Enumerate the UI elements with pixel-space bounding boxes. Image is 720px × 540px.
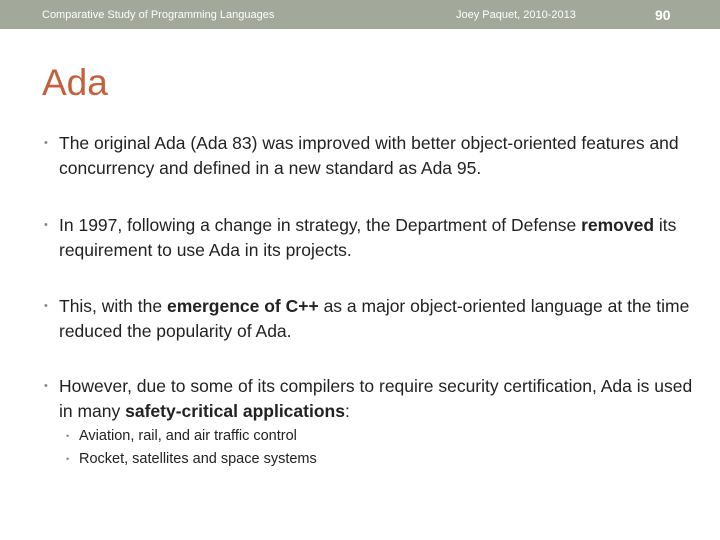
bullet-item [44, 131, 694, 181]
bullet-item [44, 374, 694, 424]
emphasis-cpp: emergence of C++ [166, 296, 319, 316]
sub-bullet-marker: • [66, 431, 70, 441]
bullet-marker: • [44, 380, 48, 392]
bullet-text: The original Ada (Ada 83) was improved with better object-oriented features and concurrency and defined in a new standard as Ada 95. [59, 133, 679, 178]
bullet-marker: • [44, 137, 48, 149]
sub-bullet-marker: • [66, 454, 70, 464]
sub-bullet-text: Aviation, rail, and air traffic control [79, 428, 297, 444]
sub-bullet-item [66, 450, 666, 469]
course-title: Comparative Study of Programming Languages [42, 9, 275, 21]
emphasis-removed: removed [581, 215, 655, 235]
page-number: 90 [655, 7, 671, 23]
sub-bullet-text: Rocket, satellites and space systems [79, 451, 317, 467]
bullet-text: This, with the emergence of C++ as a major object-oriented language at the time reduced the popularity of Ada. [59, 296, 690, 341]
bullet-text: However, due to some of its compilers to require security certification, Ada is used in many safety-critical applications: [59, 376, 693, 421]
bullet-item [44, 294, 694, 344]
slide-title: Ada [42, 62, 108, 103]
sub-bullet-item [66, 427, 666, 446]
bullet-marker: • [44, 219, 48, 231]
emphasis-safety: safety-critical applications [125, 401, 345, 421]
bullet-text: In 1997, following a change in strategy, the Department of Defense removed its requirement to use Ada in its projects. [59, 215, 677, 260]
author-credit: Joey Paquet, 2010-2013 [456, 9, 576, 21]
bullet-marker: • [44, 300, 48, 312]
bullet-item [44, 213, 694, 263]
